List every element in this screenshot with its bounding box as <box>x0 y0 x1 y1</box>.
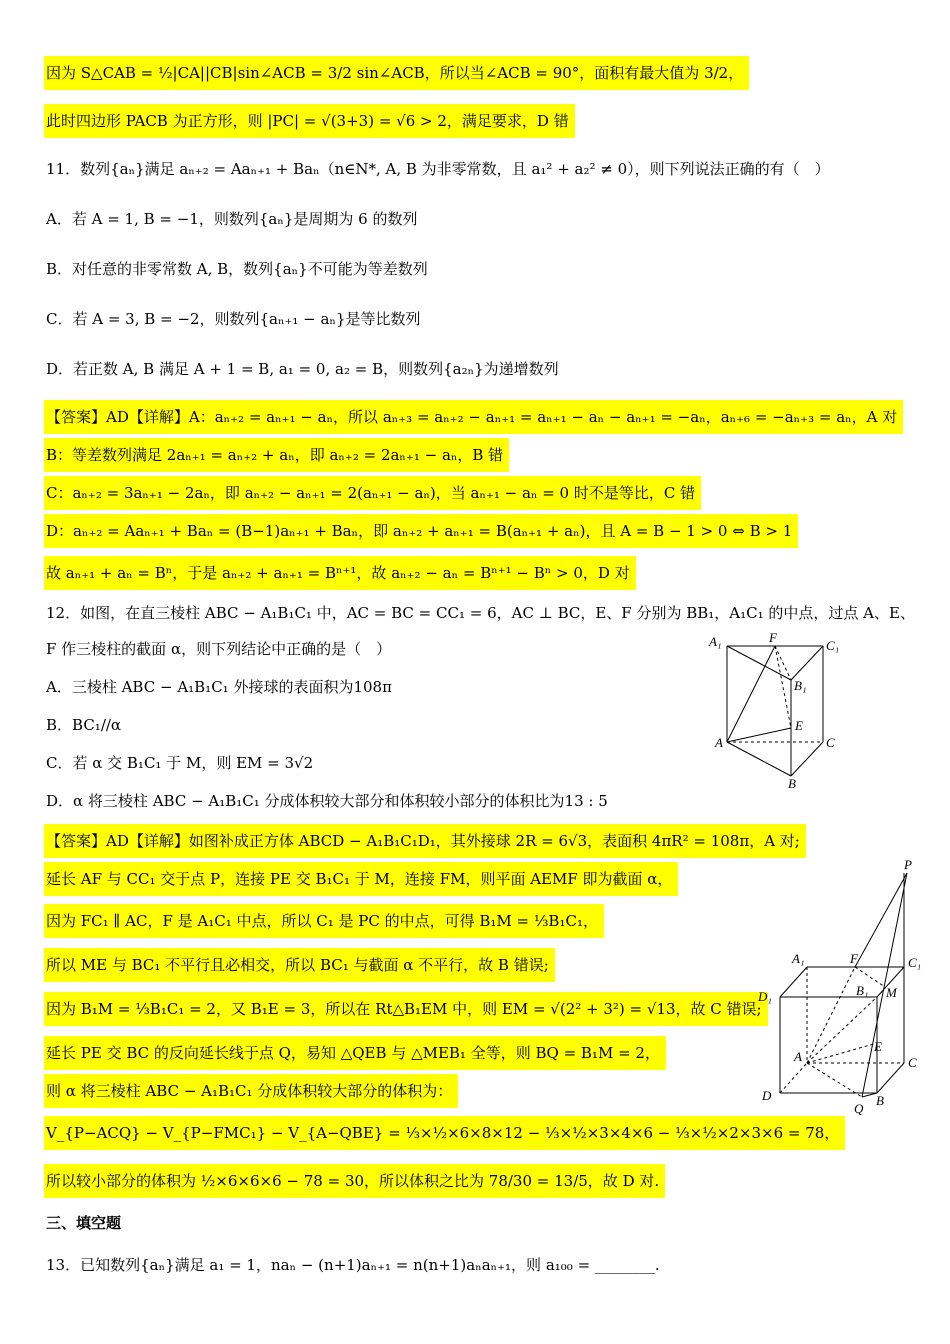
fig1-label-c1: C₁ <box>826 638 840 653</box>
fig2-label-d: D <box>762 1088 772 1103</box>
fig1-label-a1: A₁ <box>709 634 722 649</box>
q12-stem-line-2: F 作三棱柱的截面 α，则下列结论中正确的是（ ） <box>46 640 392 658</box>
edge-a1b1 <box>727 646 791 680</box>
edge-bc <box>877 1063 904 1093</box>
fig2-label-e: E <box>874 1039 882 1054</box>
q12-option-a: A．三棱柱 ABC − A₁B₁C₁ 外接球的表面积为108π <box>46 678 392 696</box>
fig2-label-c1: C₁ <box>908 955 922 970</box>
q11-option-c: C．若 A = 3, B = −2，则数列{aₙ₊₁ − aₙ}是等比数列 <box>46 310 421 328</box>
q12-option-d: D．α 将三棱柱 ABC − A₁B₁C₁ 分成体积较大部分和体积较小部分的体积比为13 : 5 <box>46 792 608 810</box>
edge-bc <box>791 742 823 776</box>
fig1-label-b1: B₁ <box>794 678 807 693</box>
fig1-label-f: F <box>769 630 777 645</box>
fig2-label-q: Q <box>854 1101 864 1116</box>
q11-answer-line-1: 【答案】AD【详解】A：aₙ₊₂ = aₙ₊₁ − aₙ，所以 aₙ₊₃ = aₙ₊₂ − aₙ₊₁ = aₙ₊₁ − aₙ − aₙ₊₁ = −aₙ，aₙ₊₆ = −aₙ₊₃ = aₙ，A 对 <box>44 400 903 434</box>
q11-answer-line-5: 故 aₙ₊₁ + aₙ = Bⁿ，于是 aₙ₊₂ + aₙ₊₁ = Bⁿ⁺¹，故 aₙ₊₂ − aₙ = Bⁿ⁺¹ − Bⁿ > 0，D 对 <box>44 556 636 590</box>
seg-fb1 <box>775 646 791 680</box>
fig2-label-b: B <box>876 1093 884 1108</box>
seg-fe <box>775 646 791 728</box>
q12-answer-line-2: 延长 AF 与 CC₁ 交于点 P，连接 PE 交 B₁C₁ 于 M，连接 FM，则平面 AEMF 即为截面 α， <box>44 862 678 896</box>
seg-af <box>807 967 855 1063</box>
fig2-label-c: C <box>908 1055 917 1070</box>
fig1-label-c: C <box>826 735 835 750</box>
seg-ae <box>727 728 791 742</box>
q12-answer-line-1: 【答案】AD【详解】如图补成正方体 ABCD − A₁B₁C₁D₁，其外接球 2R = 6√3，表面积 4πR² = 108π，A 对; <box>44 824 806 858</box>
fig2-label-d1: D₁ <box>758 989 772 1004</box>
prism-figure <box>705 630 855 795</box>
edge-b1c1 <box>791 646 823 680</box>
fig2-label-f: F <box>850 951 858 966</box>
q11-answer-line-3: C：aₙ₊₂ = 3aₙ₊₁ − 2aₙ，即 aₙ₊₂ − aₙ₊₁ = 2(aₙ₊₁ − aₙ)，当 aₙ₊₁ − aₙ = 0 时不是等比，C 错 <box>44 476 701 510</box>
edge-d1a1 <box>780 967 807 997</box>
fig1-label-e: E <box>795 718 803 733</box>
q12-answer-line-7: 则 α 将三棱柱 ABC − A₁B₁C₁ 分成体积较大部分的体积为： <box>44 1074 458 1108</box>
q12-option-b: B．BC₁//α <box>46 716 122 734</box>
cube-figure <box>752 855 937 1130</box>
edge-ab <box>727 742 791 776</box>
fig2-label-m: M <box>886 985 897 1000</box>
q11-option-d: D．若正数 A, B 满足 A + 1 = B, a₁ = 0, a₂ = B，则数列{a₂ₙ}为递增数列 <box>46 360 559 378</box>
q12-answer-line-9: 所以较小部分的体积为 ½×6×6×6 − 78 = 30，所以体积之比为 78/30 = 13/5，故 D 对. <box>44 1164 665 1198</box>
q12-answer-line-5: 因为 B₁M = ⅓B₁C₁ = 2，又 B₁E = 3，所以在 Rt△B₁EM 中，则 EM = √(2² + 3²) = √13，故 C 错误; <box>44 992 768 1026</box>
fig1-label-b: B <box>788 776 796 791</box>
q12-answer-line-8: V_{P−ACQ} − V_{P−FMC₁} − V_{A−QBE} = ⅓×½×6×8×12 − ⅓×½×3×4×6 − ⅓×½×2×3×6 = 78， <box>44 1116 845 1150</box>
q11-option-b: B．对任意的非零常数 A, B，数列{aₙ}不可能为等差数列 <box>46 260 428 278</box>
fig2-label-p: P <box>904 857 912 872</box>
q11-option-a: A．若 A = 1, B = −1，则数列{aₙ}是周期为 6 的数列 <box>46 210 418 228</box>
edge-da <box>780 1063 807 1093</box>
q12-option-c: C．若 α 交 B₁C₁ 于 M，则 EM = 3√2 <box>46 754 314 772</box>
q11-answer-line-2: B：等差数列满足 2aₙ₊₁ = aₙ₊₂ + aₙ，即 aₙ₊₂ = 2aₙ₊₁ − aₙ，B 错 <box>44 438 509 472</box>
fig2-label-a: A <box>794 1049 802 1064</box>
seg-pq <box>862 873 907 1097</box>
section-3-heading: 三、填空题 <box>46 1214 122 1232</box>
q11-answer-line-4: D：aₙ₊₂ = Aaₙ₊₁ + Baₙ = (B−1)aₙ₊₁ + Baₙ，即 aₙ₊₂ + aₙ₊₁ = B(aₙ₊₁ + aₙ)，且 A = B − 1 > 0 ⇔ B > 1 <box>44 514 798 548</box>
fig2-label-b1: B₁ <box>856 983 869 998</box>
fig1-label-a: A <box>715 735 723 750</box>
prev-solution-line-1: 因为 S△CAB = ½|CA||CB|sin∠ACB = 3/2 sin∠ACB，所以当∠ACB = 90°，面积有最大值为 3/2， <box>44 56 749 90</box>
seg-af <box>727 646 775 742</box>
q11-stem: 11．数列{aₙ}满足 aₙ₊₂ = Aaₙ₊₁ + Baₙ（n∈N*, A, B 为非零常数，且 a₁² + a₂² ≠ 0），则下列说法正确的有（ ） <box>46 160 830 178</box>
q12-stem-line-1: 12．如图，在直三棱柱 ABC − A₁B₁C₁ 中，AC = BC = CC₁ = 6，AC ⊥ BC，E、F 分别为 BB₁，A₁C₁ 的中点，过点 A、E、 <box>46 604 915 622</box>
fig2-label-a1: A₁ <box>792 951 805 966</box>
seg-qb <box>862 1093 877 1097</box>
q12-answer-line-3: 因为 FC₁ ∥ AC，F 是 A₁C₁ 中点，所以 C₁ 是 PC 的中点，可得 B₁M = ⅓B₁C₁， <box>44 904 604 938</box>
q13-stem: 13．已知数列{aₙ}满足 a₁ = 1，naₙ − (n+1)aₙ₊₁ = n(n+1)aₙaₙ₊₁，则 a₁₀₀ = ________. <box>46 1256 660 1274</box>
q12-answer-line-6: 延长 PE 交 BC 的反向延长线于点 Q，易知 △QEB 与 △MEB₁ 全等，则 BQ = B₁M = 2， <box>44 1036 666 1070</box>
prev-solution-line-2: 此时四边形 PACB 为正方形，则 |PC| = √(3+3) = √6 > 2，满足要求，D 错 <box>44 104 575 138</box>
q12-answer-line-4: 所以 ME 与 BC₁ 不平行且必相交，所以 BC₁ 与截面 α 不平行，故 B 错误; <box>44 948 555 982</box>
seg-aq <box>807 1063 862 1097</box>
seg-fp <box>855 873 907 967</box>
